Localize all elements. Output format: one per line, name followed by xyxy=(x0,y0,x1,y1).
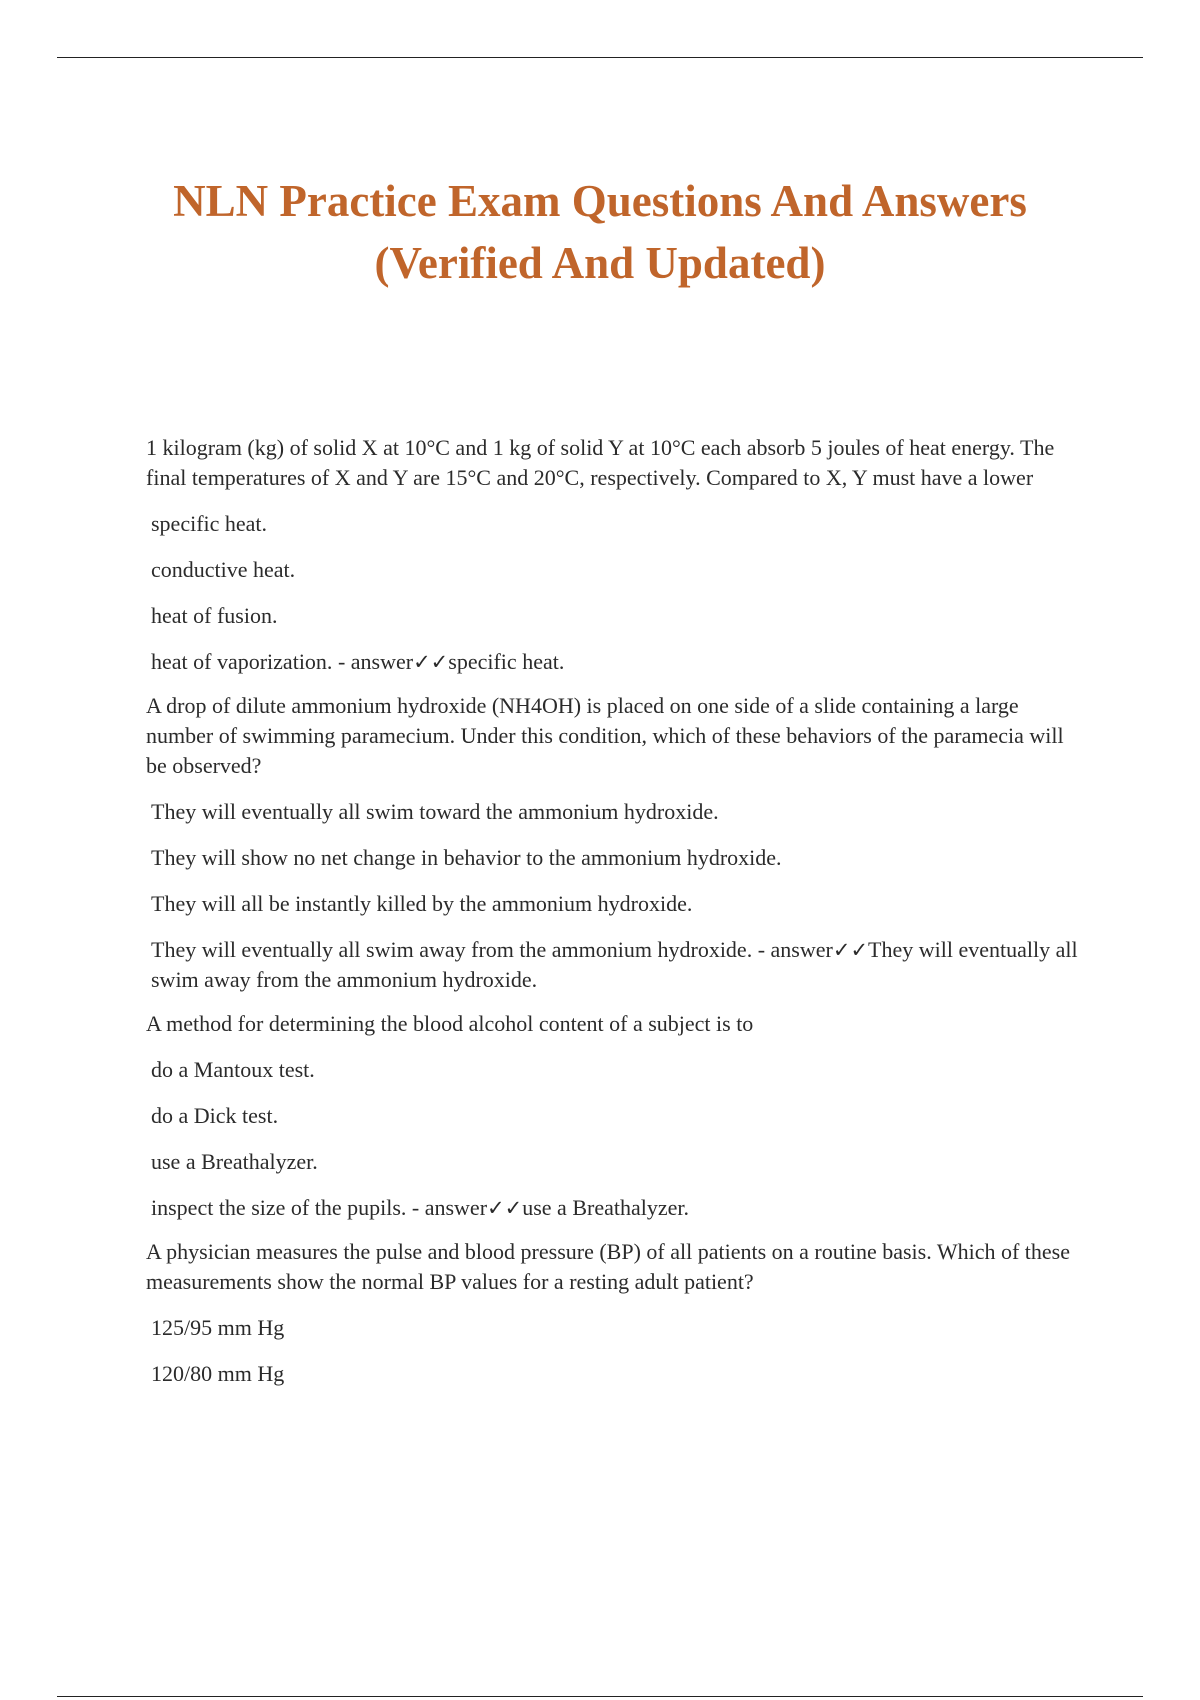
qa-content xyxy=(146,433,1086,1405)
question-text: A method for determining the blood alcohol content of a subject is to xyxy=(146,1011,754,1036)
answer-option: heat of fusion. xyxy=(151,603,278,628)
answer-option-with-answer xyxy=(146,647,1086,677)
question-text: 1 kilogram (kg) of solid X at 10°C and 1 kg of solid Y at 10°C each absorb 5 joules of heat energy. The final temperatures of X and Y are 15°C and 20°C, respectively. Compared to X, Y must have a lower xyxy=(146,435,1055,490)
page-title xyxy=(80,170,1120,294)
answer-option: They will show no net change in behavior to the ammonium hydroxide. xyxy=(151,845,782,870)
answer-option: use a Breathalyzer. xyxy=(151,1149,318,1174)
answer-option: 125/95 mm Hg xyxy=(151,1315,285,1340)
answer-label: - answer xyxy=(406,1195,488,1220)
checkmark-icon: ✓✓ xyxy=(413,650,449,674)
question-text: A drop of dilute ammonium hydroxide (NH4OH) is placed on one side of a slide containing a large number of swimming paramecium. Under this condition, which of these behaviors of the paramecia will be observed? xyxy=(146,693,1064,778)
bottom-rule xyxy=(57,1696,1143,1697)
checkmark-icon: ✓✓ xyxy=(832,938,869,962)
answer-option: heat of vaporization. xyxy=(151,649,333,674)
answer-option-with-answer xyxy=(146,1193,1086,1223)
checkmark-icon: ✓✓ xyxy=(487,1196,523,1220)
answer-option-with-answer xyxy=(146,935,1086,995)
correct-answer: use a Breathalyzer. xyxy=(522,1195,689,1220)
title-line-1: NLN Practice Exam Questions And Answers xyxy=(173,176,1027,226)
answer-option: 120/80 mm Hg xyxy=(151,1361,285,1386)
answer-option: They will all be instantly killed by the ammonium hydroxide. xyxy=(151,891,693,916)
correct-answer: They will eventually all swim away from the ammonium hydroxide. xyxy=(151,937,1078,992)
answer-option: conductive heat. xyxy=(151,557,296,582)
answer-option: do a Mantoux test. xyxy=(151,1057,315,1082)
answer-label: - answer xyxy=(752,937,833,962)
answer-option: inspect the size of the pupils. xyxy=(151,1195,407,1220)
top-rule xyxy=(57,57,1143,58)
correct-answer: specific heat. xyxy=(448,649,565,674)
answer-option: specific heat. xyxy=(151,511,268,536)
answer-option: They will eventually all swim toward the ammonium hydroxide. xyxy=(151,799,719,824)
answer-option: They will eventually all swim away from the ammonium hydroxide. xyxy=(151,937,753,962)
question-text: A physician measures the pulse and blood pressure (BP) of all patients on a routine basis. Which of these measurements show the normal BP values for a resting adult patient? xyxy=(146,1239,1070,1294)
answer-option: do a Dick test. xyxy=(151,1103,279,1128)
title-line-2: (Verified And Updated) xyxy=(374,238,826,288)
answer-label: - answer xyxy=(332,649,414,674)
